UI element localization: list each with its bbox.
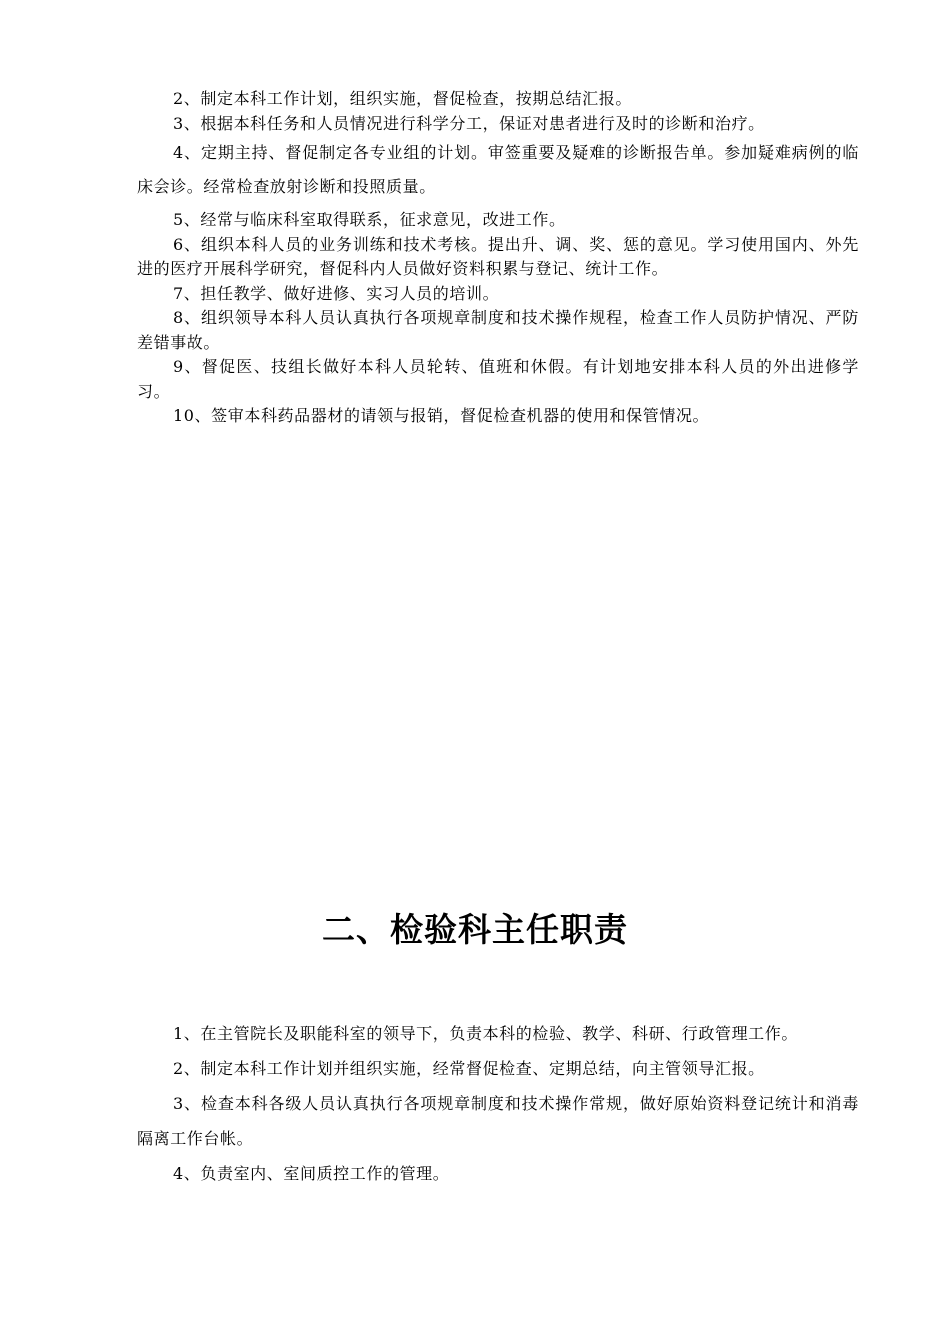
section1-list [137, 87, 859, 429]
section2-list [137, 1016, 859, 1191]
section1-item-8: 8、组织领导本科人员认真执行各项规章制度和技术操作规程，检查工作人员防护情况、严防差错事故。 [137, 308, 859, 352]
section1-item-9: 9、督促医、技组长做好本科人员轮转、值班和休假。有计划地安排本科人员的外出进修学习。 [137, 357, 859, 401]
section2-item-3: 3、检查本科各级人员认真执行各项规章制度和技术操作常规，做好原始资料登记统计和消毒隔离工作台帐。 [137, 1094, 859, 1148]
section1-item-6: 6、组织本科人员的业务训练和技术考核。提出升、调、奖、惩的意见。学习使用国内、外先进的医疗开展科学研究，督促科内人员做好资料积累与登记、统计工作。 [137, 234, 859, 278]
section1-item-5: 5、经常与临床科室取得联系，征求意见，改进工作。 [173, 210, 566, 229]
section1-item-2: 2、制定本科工作计划，组织实施，督促检查，按期总结汇报。 [173, 89, 632, 108]
section1-item-7: 7、担任教学、做好进修、实习人员的培训。 [173, 283, 500, 303]
section1-item-3: 3、根据本科任务和人员情况进行科学分工，保证对患者进行及时的诊断和治疗。 [173, 113, 765, 133]
section2-item-1: 1、在主管院长及职能科室的领导下，负责本科的检验、教学、科研、行政管理工作。 [173, 1024, 798, 1043]
section1-item-4: 4、定期主持、督促制定各专业组的计划。审签重要及疑难的诊断报告单。参加疑难病例的临床会诊。经常检查放射诊断和投照质量。 [137, 143, 859, 196]
section2-title: 二、检验科主任职责 [322, 910, 628, 949]
section2-item-4: 4、负责室内、室间质控工作的管理。 [173, 1164, 450, 1183]
section1-item-10: 10、签审本科药品器材的请领与报销，督促检查机器的使用和保管情况。 [173, 406, 710, 425]
section2-item-2: 2、制定本科工作计划并组织实施，经常督促检查、定期总结，向主管领导汇报。 [173, 1059, 765, 1078]
